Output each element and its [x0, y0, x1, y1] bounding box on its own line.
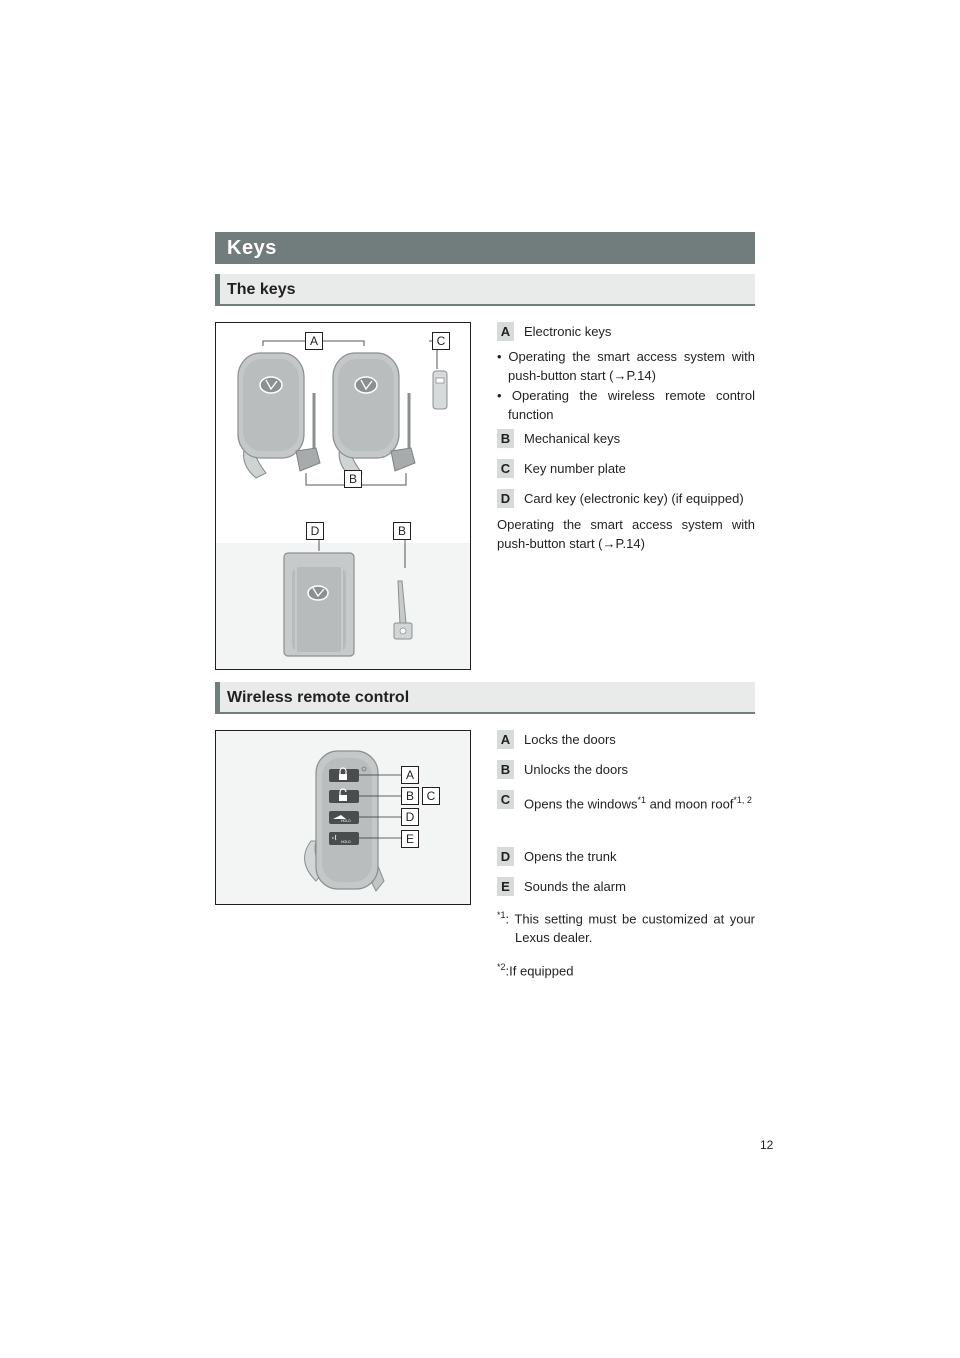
callout-d: D [306, 522, 324, 540]
footnote-1-text: : This setting must be customized at your Lexus dealer. [505, 911, 755, 946]
badge: D [497, 847, 514, 866]
hold-text-d: HOLD [341, 819, 351, 823]
section-title: Keys [215, 232, 755, 264]
electronic-key-right [333, 353, 415, 478]
badge: A [497, 322, 514, 341]
keys-bullet-2: • Operating the wireless remote control function [497, 388, 755, 422]
badge: E [497, 877, 514, 896]
badge: C [497, 459, 514, 478]
footnote-1 [497, 906, 755, 947]
remote-callout-d: D [401, 808, 419, 826]
item-label: Unlocks the doors [524, 762, 629, 777]
remote-callout-c: C [422, 787, 440, 805]
footnote-2-mark: *2 [497, 962, 506, 972]
page-number: 12 [760, 1138, 774, 1152]
badge: C [497, 790, 514, 809]
callout-b: B [344, 470, 362, 488]
item-label: Key number plate [524, 461, 626, 476]
footnote-mark-2: *1, 2 [733, 795, 752, 805]
keys-figure [215, 322, 471, 670]
footnote-2-text: :If equipped [505, 963, 574, 979]
badge: B [497, 760, 514, 779]
card-key-note: Operating the smart access system with push-button start (→P.14) [497, 517, 755, 551]
remote-callout-a: A [401, 766, 419, 784]
item-label: Sounds the alarm [524, 879, 626, 894]
remote-figure [215, 730, 471, 905]
callout-c: C [432, 332, 450, 350]
keys-heading: The keys [215, 274, 755, 306]
badge: B [497, 429, 514, 448]
remote-callout-b: B [401, 787, 419, 805]
badge: D [497, 489, 514, 508]
remote-heading: Wireless remote control [215, 682, 755, 714]
item-label [524, 787, 755, 817]
item-label: Opens the trunk [524, 849, 617, 864]
hold-text-e: HOLD [341, 840, 351, 844]
label-part-1: Opens the windows [524, 796, 638, 812]
callout-b-card: B [393, 522, 411, 540]
item-label: Locks the doors [524, 732, 616, 747]
footnote-mark-1: *1 [637, 795, 646, 805]
item-label: Mechanical keys [524, 431, 621, 446]
keys-bullet-1: • Operating the smart access system with push-button start (→P.14) [497, 349, 755, 383]
card-key [284, 553, 354, 656]
footnote-1-mark: *1 [497, 910, 506, 920]
remote-callout-e: E [401, 830, 419, 848]
label-part-2: and moon roof [645, 796, 734, 812]
electronic-key-left [238, 353, 320, 478]
key-number-plate [433, 371, 447, 409]
item-label: Card key (electronic key) (if equipped) [524, 491, 744, 506]
badge: A [497, 730, 514, 749]
callout-a: A [305, 332, 323, 350]
footnote-2 [497, 958, 755, 980]
item-label: Electronic keys [524, 324, 612, 339]
remote-illustration [216, 731, 471, 905]
keys-illustration [216, 323, 471, 670]
remote-item-c [497, 790, 755, 838]
